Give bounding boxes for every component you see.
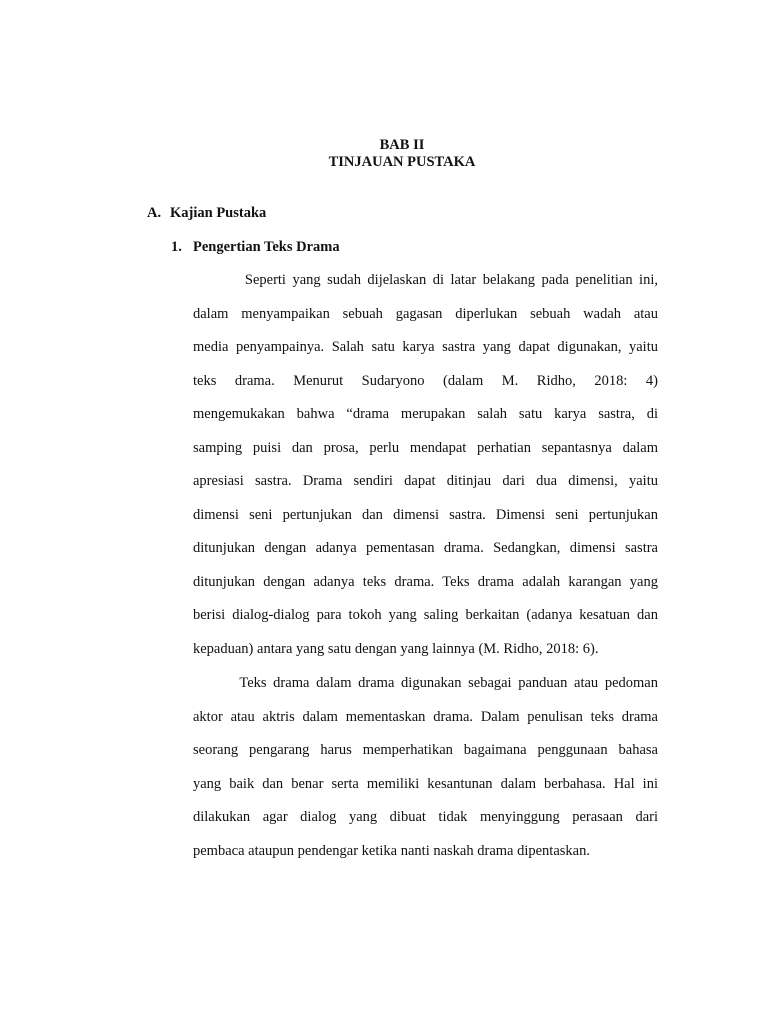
subsection-title: Pengertian Teks Drama <box>193 239 340 255</box>
section-marker: A. <box>147 205 162 221</box>
paragraph-line: aktor atau aktris dalam mementaskan drama. Dalam penulisan teks drama <box>193 708 658 725</box>
paragraph-line: ditunjukan dengan adanya pementasan drama. Sedangkan, dimensi sastra <box>193 540 658 556</box>
paragraph-1 <box>193 264 658 666</box>
paragraph-line: mengemukakan bahwa “drama merupakan salah satu karya sastra, di <box>193 406 658 422</box>
paragraph-line: dimensi seni pertunjukan dan dimensi sastra. Dimensi seni pertunjukan <box>193 506 658 523</box>
paragraph-line: dilakukan agar dialog yang dibuat tidak menyinggung perasaan dari <box>193 809 658 825</box>
paragraph-line: Teks drama dalam drama digunakan sebagai panduan atau pedoman <box>193 675 658 691</box>
chapter-title: TINJAUAN PUSTAKA <box>328 154 476 170</box>
section-heading <box>147 205 266 222</box>
paragraph-line: media penyampainya. Salah satu karya sastra yang dapat digunakan, yaitu <box>193 339 658 355</box>
paragraph-line: pembaca ataupun pendengar ketika nanti naskah drama dipentaskan. <box>193 842 590 859</box>
chapter-number: BAB II <box>379 137 425 153</box>
paragraph-line: samping puisi dan prosa, perlu mendapat perhatian sepantasnya dalam <box>193 439 658 456</box>
paragraph-line: ditunjukan dengan adanya teks drama. Teks drama adalah karangan yang <box>193 573 658 590</box>
paragraph-2 <box>193 667 658 868</box>
subsection-marker: 1. <box>171 239 182 255</box>
paragraph-line: apresiasi sastra. Drama sendiri dapat ditinjau dari dua dimensi, yaitu <box>193 473 658 489</box>
chapter-heading <box>0 137 768 171</box>
paragraph-line: Seperti yang sudah dijelaskan di latar belakang pada penelitian ini, <box>193 272 658 288</box>
paragraph-line: teks drama. Menurut Sudaryono (dalam M. Ridho, 2018: 4) <box>193 372 658 389</box>
subsection-heading <box>171 239 340 256</box>
paragraph-line: dalam menyampaikan sebuah gagasan diperlukan sebuah wadah atau <box>193 305 658 322</box>
paragraph-line: yang baik dan benar serta memiliki kesantunan dalam berbahasa. Hal ini <box>193 775 658 792</box>
paragraph-line: kepaduan) antara yang satu dengan yang lainnya (M. Ridho, 2018: 6). <box>193 640 599 657</box>
section-title: Kajian Pustaka <box>170 205 267 221</box>
paragraph-line: berisi dialog-dialog para tokoh yang saling berkaitan (adanya kesatuan dan <box>193 607 658 623</box>
paragraph-line: seorang pengarang harus memperhatikan bagaimana penggunaan bahasa <box>193 742 658 758</box>
